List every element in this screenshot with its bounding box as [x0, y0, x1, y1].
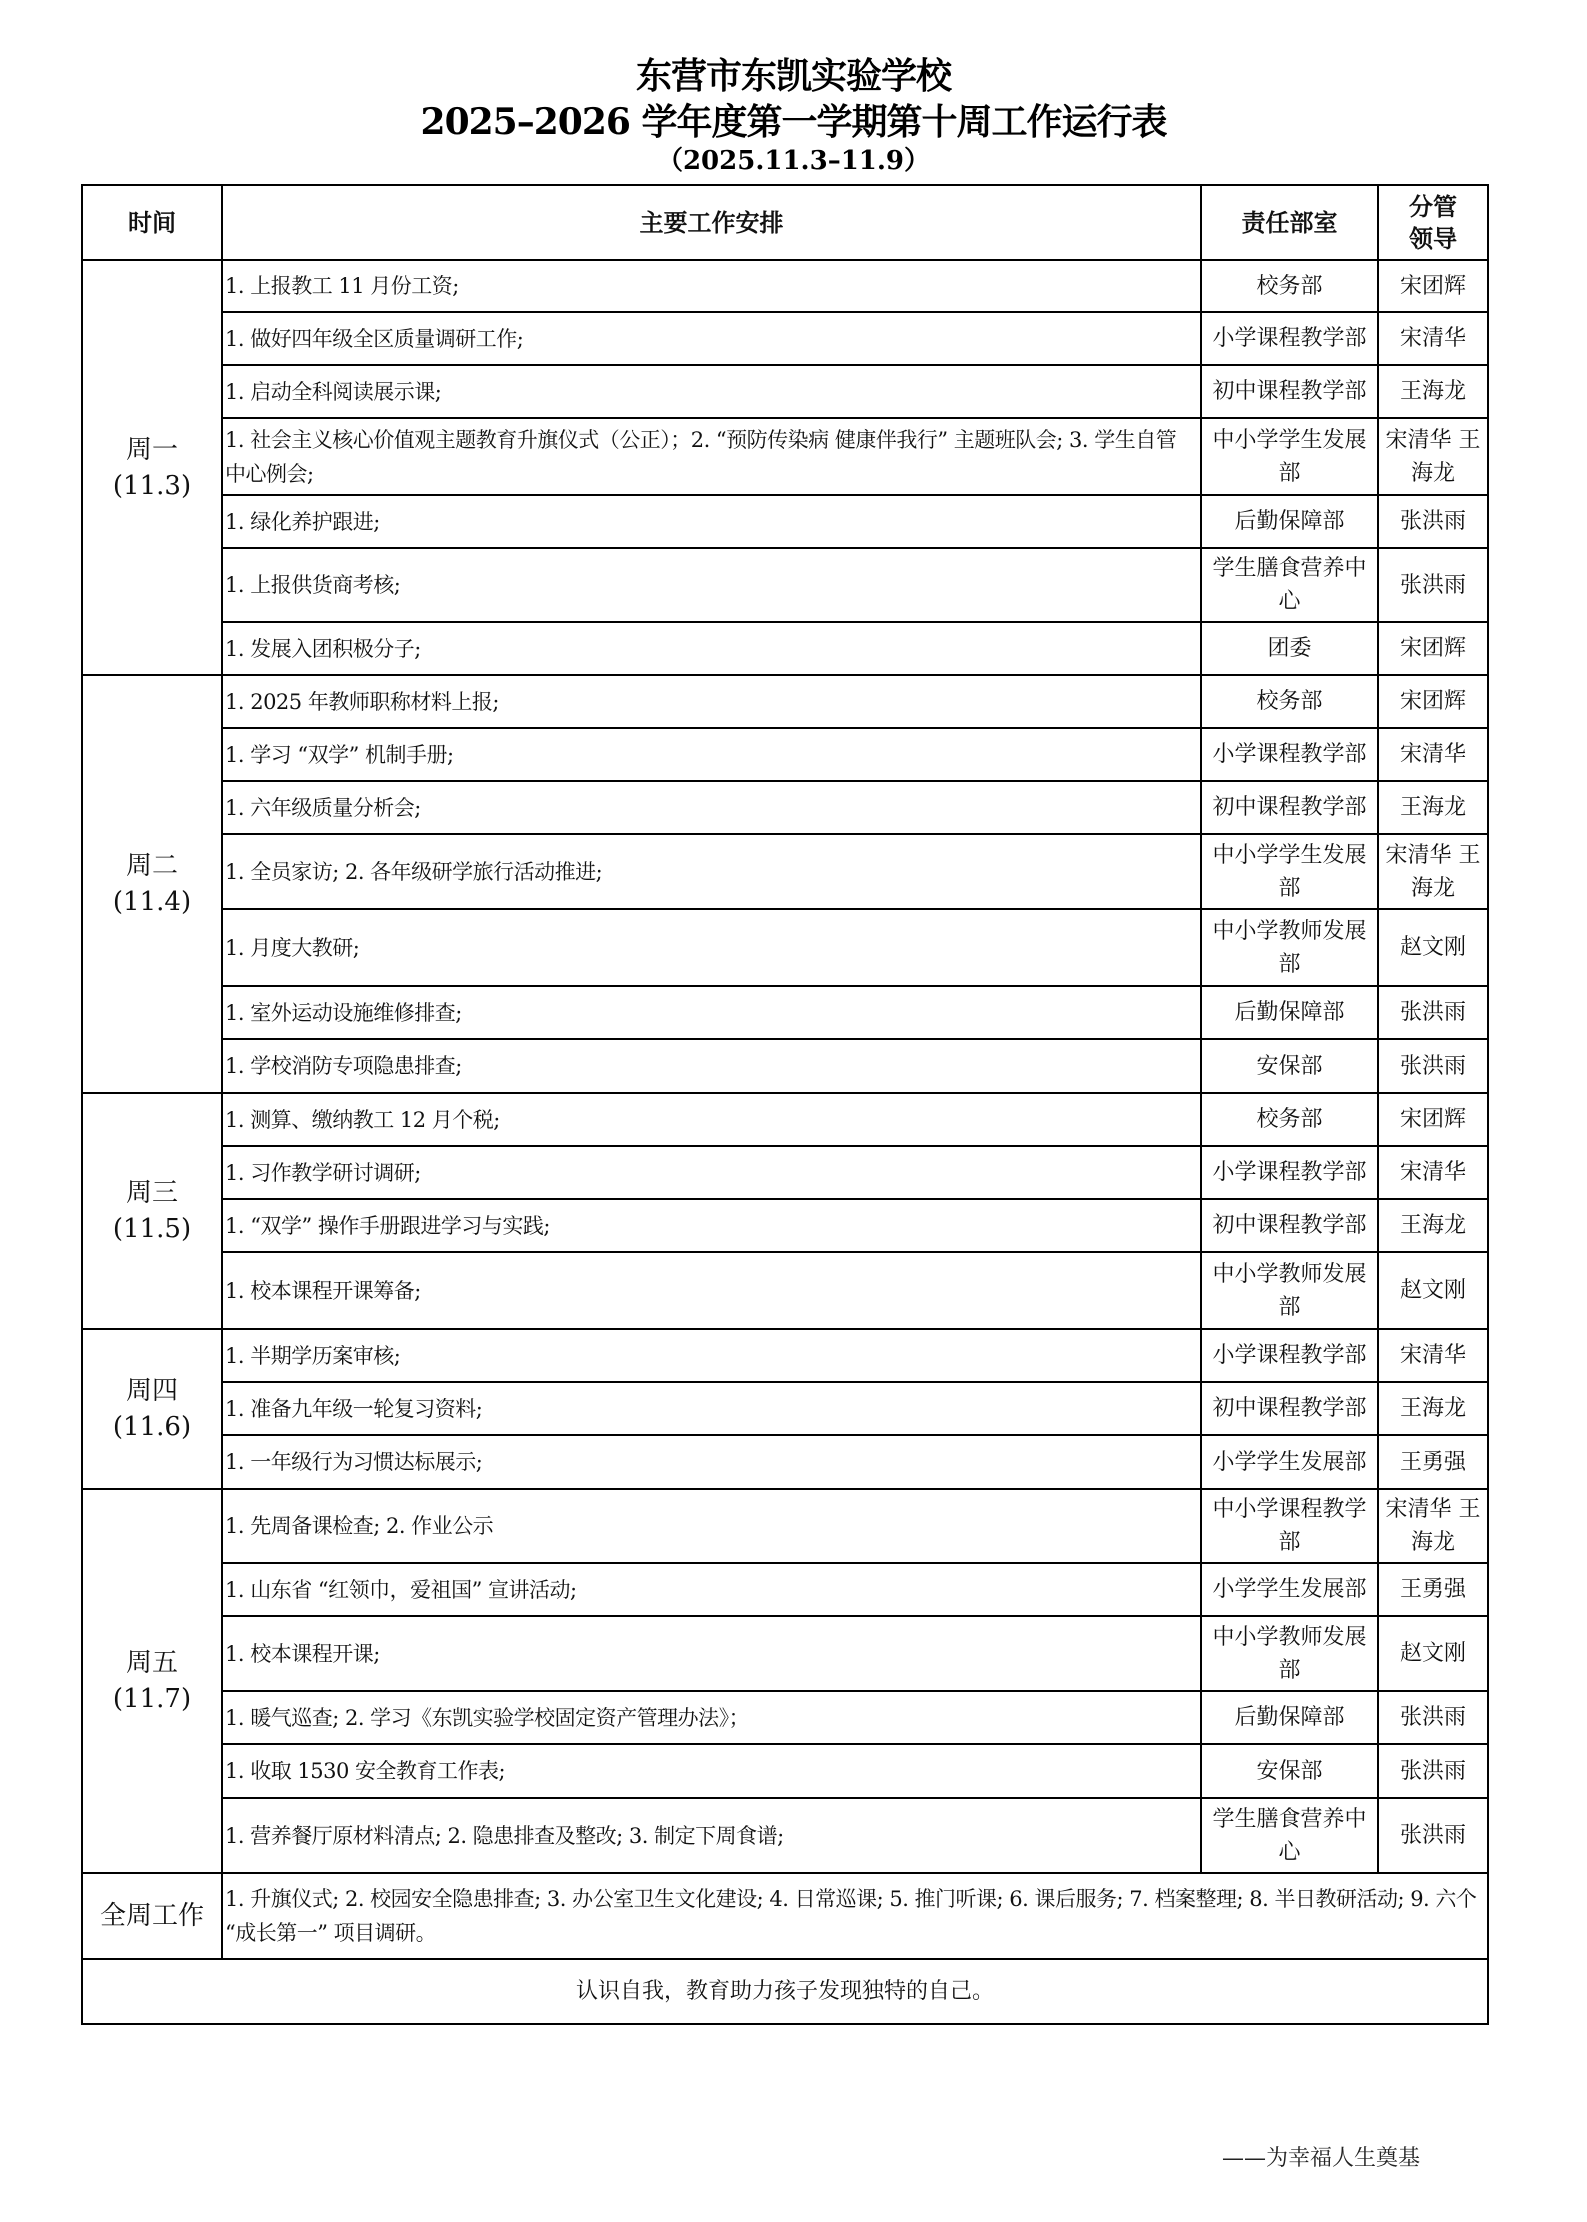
dept-cell: 中小学课程教学部: [1201, 1489, 1378, 1563]
dept-cell: 初中课程教学部: [1201, 1382, 1378, 1435]
leader-cell: 王海龙: [1378, 781, 1488, 834]
dept-cell: 初中课程教学部: [1201, 781, 1378, 834]
leader-cell: 宋团辉: [1378, 675, 1488, 728]
schedule-row: [82, 1798, 1488, 1873]
column-header-dept: 责任部室: [1201, 185, 1378, 260]
leader-cell: 宋清华: [1378, 1146, 1488, 1199]
task-cell: 1. 暖气巡查; 2. 学习《东凯实验学校固定资产管理办法》；: [222, 1691, 1201, 1744]
schedule-table: [81, 184, 1489, 2025]
leader-cell: 王海龙: [1378, 365, 1488, 418]
leader-cell: 赵文刚: [1378, 909, 1488, 986]
task-cell: 1. 学校消防专项隐患排查;: [222, 1039, 1201, 1093]
schedule-row: [82, 1435, 1488, 1489]
dept-cell: 小学课程教学部: [1201, 728, 1378, 781]
day-cell: [82, 1093, 222, 1329]
day-date: (11.6): [112, 1412, 192, 1442]
date-range: （2025.11.3–11.9）: [656, 146, 931, 176]
column-header-leader: [1378, 185, 1488, 260]
leader-cell: 宋团辉: [1378, 260, 1488, 312]
dept-cell: 后勤保障部: [1201, 986, 1378, 1039]
task-cell: 1. 启动全科阅读展示课;: [222, 365, 1201, 418]
task-cell: 1. 发展入团积极分子;: [222, 622, 1201, 675]
schedule-row: [82, 781, 1488, 834]
task-cell: 1. 绿化养护跟进;: [222, 495, 1201, 548]
leader-cell: 张洪雨: [1378, 1798, 1488, 1873]
leader-cell: 王勇强: [1378, 1435, 1488, 1489]
motto-text: 认识自我，教育助力孩子发现独特的自己。: [82, 1959, 1488, 2024]
day-name: 周三: [125, 1178, 178, 1208]
column-header-leader-line1: 分管: [1409, 192, 1457, 221]
leader-cell: 赵文刚: [1378, 1616, 1488, 1691]
header-row: [82, 185, 1488, 260]
schedule-row: [82, 1691, 1488, 1744]
schedule-row: [82, 728, 1488, 781]
task-cell: 1. 校本课程开课;: [222, 1616, 1201, 1691]
dept-cell: 初中课程教学部: [1201, 365, 1378, 418]
day-cell: [82, 675, 222, 1093]
task-cell: 1. 六年级质量分析会;: [222, 781, 1201, 834]
schedule-row: [82, 1744, 1488, 1798]
task-cell: 1. 月度大教研;: [222, 909, 1201, 986]
leader-cell: 张洪雨: [1378, 986, 1488, 1039]
dept-cell: 校务部: [1201, 260, 1378, 312]
dept-cell: 小学课程教学部: [1201, 1329, 1378, 1382]
schedule-row: [82, 548, 1488, 622]
leader-cell: 宋清华: [1378, 728, 1488, 781]
schedule-row: [82, 1252, 1488, 1329]
task-cell: 1. 准备九年级一轮复习资料;: [222, 1382, 1201, 1435]
schedule-row: [82, 1329, 1488, 1382]
day-cell: [82, 260, 222, 675]
task-cell: 1. 室外运动设施维修排查;: [222, 986, 1201, 1039]
dept-cell: 中小学教师发展部: [1201, 1252, 1378, 1329]
leader-cell: 宋清华: [1378, 1329, 1488, 1382]
all-week-row: [82, 1873, 1488, 1959]
leader-cell: 张洪雨: [1378, 548, 1488, 622]
schedule-row: [82, 418, 1488, 495]
task-cell: 1. 收取 1530 安全教育工作表;: [222, 1744, 1201, 1798]
schedule-row: [82, 495, 1488, 548]
dept-cell: 中小学教师发展部: [1201, 909, 1378, 986]
dept-cell: 校务部: [1201, 675, 1378, 728]
schedule-body: [82, 260, 1488, 1873]
dept-cell: 校务部: [1201, 1093, 1378, 1146]
leader-cell: 宋清华 王海龙: [1378, 834, 1488, 909]
schedule-row: [82, 1039, 1488, 1093]
task-cell: 1. 测算、缴纳教工 12 月个税;: [222, 1093, 1201, 1146]
task-cell: 1. 山东省 “红领巾，爱祖国” 宣讲活动;: [222, 1563, 1201, 1616]
schedule-row: [82, 312, 1488, 365]
task-cell: 1. “双学” 操作手册跟进学习与实践;: [222, 1199, 1201, 1252]
leader-cell: 张洪雨: [1378, 1744, 1488, 1798]
day-date: (11.7): [112, 1684, 192, 1714]
task-cell: 1. 上报供货商考核;: [222, 548, 1201, 622]
task-cell: 1. 学习 “双学” 机制手册;: [222, 728, 1201, 781]
leader-cell: 王海龙: [1378, 1199, 1488, 1252]
task-cell: 1. 营养餐厅原材料清点; 2. 隐患排查及整改; 3. 制定下周食谱;: [222, 1798, 1201, 1873]
dept-cell: 初中课程教学部: [1201, 1199, 1378, 1252]
leader-cell: 赵文刚: [1378, 1252, 1488, 1329]
schedule-row: [82, 675, 1488, 728]
dept-cell: 后勤保障部: [1201, 1691, 1378, 1744]
schedule-row: [82, 260, 1488, 312]
column-header-time: 时间: [82, 185, 222, 260]
leader-cell: 张洪雨: [1378, 1039, 1488, 1093]
task-cell: 1. 社会主义核心价值观主题教育升旗仪式（公正）；2. “预防传染病 健康伴我行” 主题班队会; 3. 学生自管中心例会;: [222, 418, 1201, 495]
day-name: 周四: [125, 1376, 178, 1406]
schedule-row: [82, 1489, 1488, 1563]
dept-cell: 小学学生发展部: [1201, 1435, 1378, 1489]
day-name: 周一: [125, 434, 178, 465]
schedule-row: [82, 1382, 1488, 1435]
task-cell: 1. 一年级行为习惯达标展示;: [222, 1435, 1201, 1489]
task-cell: 1. 先周备课检查; 2. 作业公示: [222, 1489, 1201, 1563]
dept-cell: 学生膳食营养中心: [1201, 1798, 1378, 1873]
dept-cell: 中小学教师发展部: [1201, 1616, 1378, 1691]
dept-cell: 中小学学生发展部: [1201, 418, 1378, 495]
schedule-row: [82, 1616, 1488, 1691]
dept-cell: 安保部: [1201, 1039, 1378, 1093]
task-cell: 1. 2025 年教师职称材料上报;: [222, 675, 1201, 728]
day-date: (11.4): [112, 887, 192, 917]
column-header-leader-line2: 领导: [1409, 224, 1457, 253]
leader-cell: 王勇强: [1378, 1563, 1488, 1616]
task-cell: 1. 做好四年级全区质量调研工作;: [222, 312, 1201, 365]
day-date: (11.3): [112, 470, 192, 501]
footer-slogan: ——为幸福人生奠基: [1222, 2146, 1421, 2171]
document-title: 2025–2026 学年度第一学期第十周工作运行表: [420, 101, 1167, 143]
dept-cell: 后勤保障部: [1201, 495, 1378, 548]
schedule-row: [82, 1093, 1488, 1146]
dept-cell: 团委: [1201, 622, 1378, 675]
dept-cell: 小学学生发展部: [1201, 1563, 1378, 1616]
task-cell: 1. 全员家访; 2. 各年级研学旅行活动推进;: [222, 834, 1201, 909]
leader-cell: 王海龙: [1378, 1382, 1488, 1435]
leader-cell: 宋团辉: [1378, 622, 1488, 675]
dept-cell: 小学课程教学部: [1201, 312, 1378, 365]
leader-cell: 宋清华: [1378, 312, 1488, 365]
dept-cell: 中小学学生发展部: [1201, 834, 1378, 909]
leader-cell: 宋清华 王海龙: [1378, 1489, 1488, 1563]
column-header-main: 主要工作安排: [222, 185, 1201, 260]
dept-cell: 小学课程教学部: [1201, 1146, 1378, 1199]
day-date: (11.5): [112, 1214, 192, 1244]
day-name: 周二: [125, 851, 178, 881]
schedule-row: [82, 622, 1488, 675]
leader-cell: 张洪雨: [1378, 495, 1488, 548]
dept-cell: 安保部: [1201, 1744, 1378, 1798]
leader-cell: 宋团辉: [1378, 1093, 1488, 1146]
all-week-tasks: 1. 升旗仪式; 2. 校园安全隐患排查; 3. 办公室卫生文化建设; 4. 日常巡课; 5. 推门听课; 6. 课后服务; 7. 档案整理; 8. 半日教研活动; 9. 六个 “成长第一” 项目调研。: [222, 1873, 1488, 1959]
leader-cell: 宋清华 王海龙: [1378, 418, 1488, 495]
leader-cell: 张洪雨: [1378, 1691, 1488, 1744]
day-cell: [82, 1489, 222, 1873]
day-name: 周五: [125, 1648, 178, 1678]
all-week-label: 全周工作: [82, 1873, 222, 1959]
task-cell: 1. 上报教工 11 月份工资;: [222, 260, 1201, 312]
task-cell: 1. 半期学历案审核;: [222, 1329, 1201, 1382]
schedule-row: [82, 986, 1488, 1039]
schedule-row: [82, 909, 1488, 986]
schedule-row: [82, 365, 1488, 418]
schedule-row: [82, 1146, 1488, 1199]
schedule-row: [82, 1563, 1488, 1616]
task-cell: 1. 校本课程开课筹备;: [222, 1252, 1201, 1329]
schedule-row: [82, 1199, 1488, 1252]
school-name: 东营市东凯实验学校: [635, 55, 951, 97]
schedule-row: [82, 834, 1488, 909]
motto-row: [82, 1959, 1488, 2024]
day-cell: [82, 1329, 222, 1489]
task-cell: 1. 习作教学研讨调研;: [222, 1146, 1201, 1199]
dept-cell: 学生膳食营养中心: [1201, 548, 1378, 622]
